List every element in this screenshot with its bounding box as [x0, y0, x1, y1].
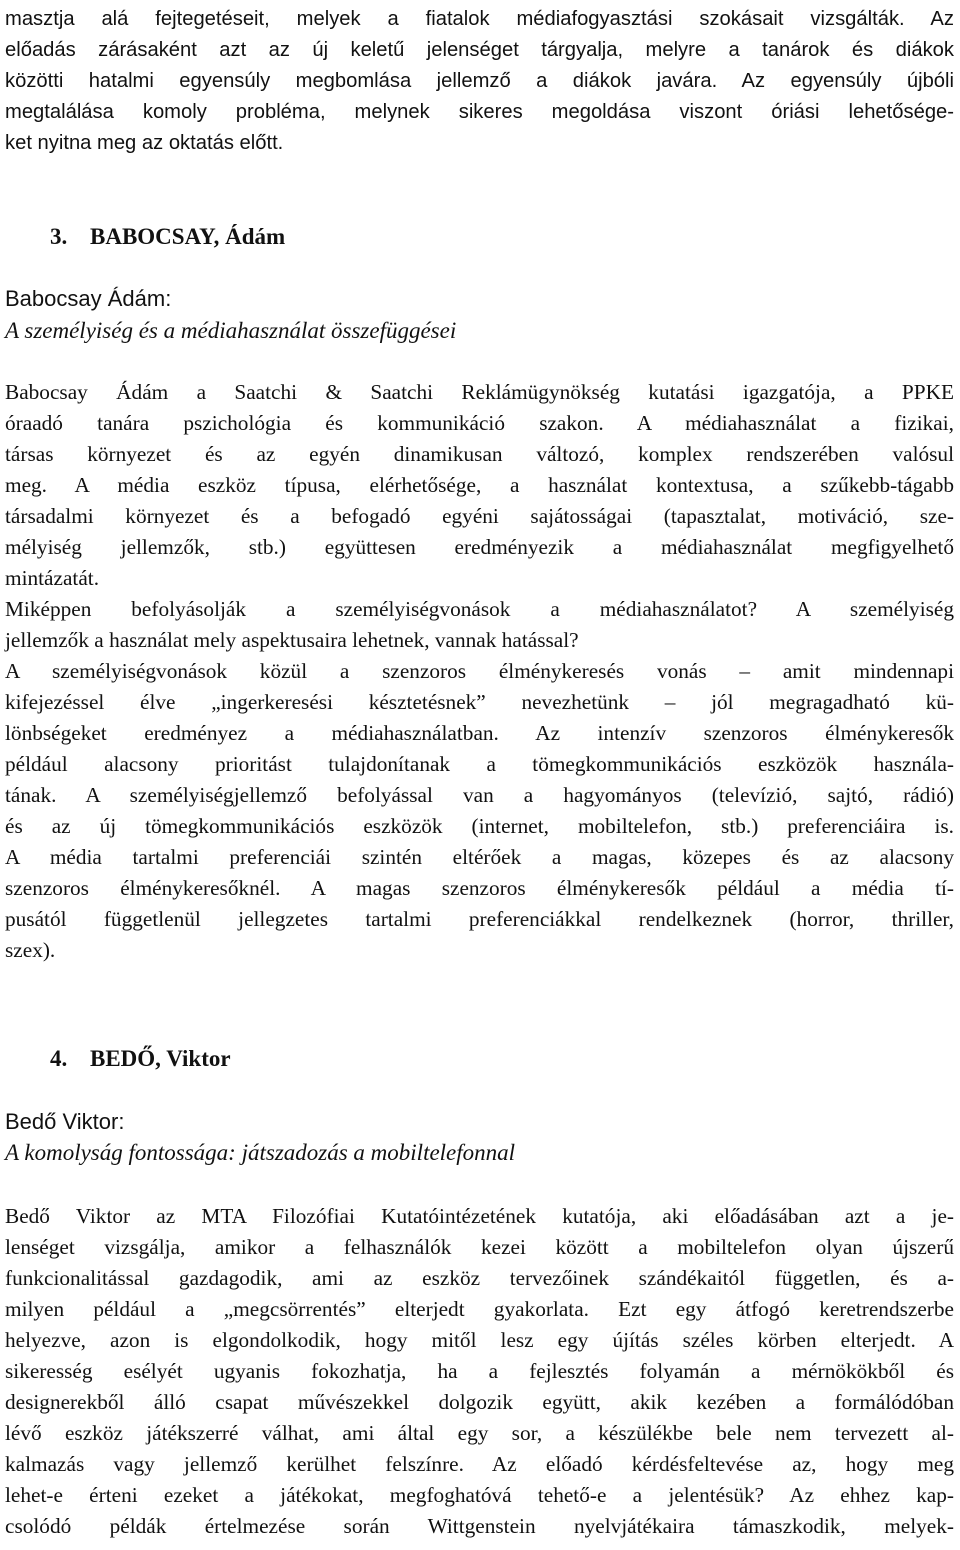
section-body [5, 1201, 954, 1542]
section-heading-text: BEDŐ, Viktor [90, 1046, 231, 1071]
body-line: mintázatát. [5, 566, 100, 590]
section-number: 4. [50, 1046, 68, 1071]
body-line: funkcionalitással gazdagodik, ami az eszköz tervezőinek szándékaitól független, és a- [5, 1266, 954, 1290]
body-line: kalmazás vagy jellemző kerülhet felszínre. Az előadó kérdésfeltevése az, hogy meg [5, 1452, 954, 1476]
body-line: A média tartalmi preferenciái szintén eltérőek a magas, közepes és az alacsony [5, 845, 954, 869]
intro-line: közötti hatalmi egyensúly megbomlása jellemző a diákok javára. Az egyensúly újbóli [5, 70, 954, 92]
body-line: mélyiség jellemzők, stb.) együttesen eredményezik a médiahasználat megfigyelhető [5, 535, 954, 559]
section-body [5, 377, 954, 966]
body-line: sikeresség esélyét ugyanis fokozhatja, ha a fejlesztés folyamán a mérnökökből és [5, 1359, 954, 1383]
section-author: Bedő Viktor: [5, 1109, 125, 1134]
intro-line: masztja alá fejtegetéseit, melyek a fiatalok médiafogyasztási szokásait vizsgálták. Az [5, 8, 954, 30]
body-line: meg. A média eszköz típusa, elérhetősége, a használat kontextusa, a szűkebb-tágabb [5, 473, 954, 497]
body-line: jellemzők a használat mely aspektusaira lehetnek, vannak hatással? [5, 628, 579, 652]
body-line: designerekből álló csapat művészekkel dolgozik együtt, akik kezében a formálódóban [5, 1390, 954, 1414]
body-line: lenséget vizsgálja, amikor a felhasználók kezei között a mobiltelefon olyan újszerű [5, 1235, 954, 1259]
body-line: például alacsony prioritást tulajdonítanak a tömegkommunikációs eszközök használa- [5, 752, 954, 776]
intro-line: ket nyitna meg az oktatás előtt. [5, 132, 284, 154]
body-line: csolódó példák értelmezése során Wittgenstein nyelvjátékaira támaszkodik, melyek- [5, 1514, 954, 1538]
section-title: A komolyság fontossága: játszadozás a mobiltelefonnal [5, 1140, 516, 1165]
section-heading [50, 1043, 231, 1074]
body-line: óraadó tanára pszichológia és kommunikáció szakon. A médiahasználat a fizikai, [5, 411, 954, 435]
body-line: pusától függetlenül jellegzetes tartalmi preferenciákkal rendelkeznek (horror, thriller, [5, 907, 954, 931]
body-line: kifejezéssel élve „ingerkeresési késztetésnek” nevezhetünk – jól megragadható kü- [5, 690, 954, 714]
body-line: Miképpen befolyásolják a személyiségvonások a médiahasználatot? A személyiség [5, 597, 954, 621]
body-line: Babocsay Ádám a Saatchi & Saatchi Reklámügynökség kutatási igazgatója, a PPKE [5, 380, 954, 404]
body-line: Bedő Viktor az MTA Filozófiai Kutatóintézetének kutatója, aki előadásában azt a je- [5, 1204, 954, 1228]
body-line: lehet-e érteni ezeket a játékokat, megfoghatóvá tehető-e a jelentésük? Az ehhez kap- [5, 1483, 954, 1507]
section-author: Babocsay Ádám: [5, 286, 172, 311]
body-line: lévő eszköz játékszerré válhat, ami által egy sor, a készülékbe bele nem tervezett al- [5, 1421, 954, 1445]
intro-paragraph [5, 4, 954, 159]
intro-line: előadás zárásaként azt az új keletű jelenséget tárgyalja, melyre a tanárok és diákok [5, 39, 954, 61]
body-line: szex). [5, 938, 56, 962]
body-line: szenzoros élménykeresőknél. A magas szenzoros élménykeresők például a média tí- [5, 876, 954, 900]
section-heading [50, 221, 285, 252]
section-title: A személyiség és a médiahasználat összefüggései [5, 318, 457, 343]
body-line: társadalmi környezet és a befogadó egyéni sajátosságai (tapasztalat, motiváció, sze- [5, 504, 954, 528]
body-line: és az új tömegkommunikációs eszközök (internet, mobiltelefon, stb.) preferenciáira is. [5, 814, 954, 838]
section-number: 3. [50, 224, 68, 249]
body-line: lönbségeket eredményez a médiahasználatban. Az intenzív szenzoros élménykeresők [5, 721, 954, 745]
body-line: milyen például a „megcsörrentés” elterjedt gyakorlata. Ezt egy átfogó keretrendszerbe [5, 1297, 954, 1321]
section-heading-text: BABOCSAY, Ádám [90, 224, 286, 249]
body-line: A személyiségvonások közül a szenzoros élménykeresés vonás – amit mindennapi [5, 659, 954, 683]
body-line: helyezve, azon is elgondolkodik, hogy mitől lesz egy újítás széles körben elterjedt. A [5, 1328, 954, 1352]
body-line: társas környezet és az egyén dinamikusan változó, komplex rendszerében valósul [5, 442, 954, 466]
body-line: tának. A személyiségjellemző befolyással van a hagyományos (televízió, sajtó, rádió) [5, 783, 954, 807]
intro-line: megtalálása komoly probléma, melynek sikeres megoldása viszont óriási lehetősége- [5, 101, 954, 123]
